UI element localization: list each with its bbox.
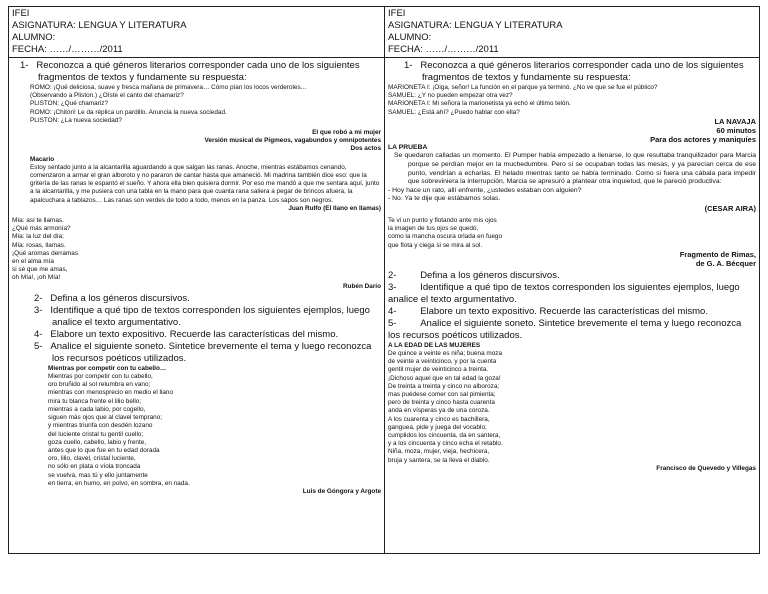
sonnet-line: mas puédese comer con sal pimienta; [388, 391, 496, 398]
becquer-poem [388, 217, 756, 250]
sonnet-line: mientras a cada labio, por cogello, [48, 405, 146, 413]
sonnet-line: gentil mujer de veinticinco a treinta. [388, 366, 489, 374]
question-1: 1- Reconozca a qué géneros literarios corresponder cada uno de los siguientes fragmentos de textos y fundamente su respuesta: [404, 60, 744, 83]
question-2: 2- Defina a los géneros discursivos. [388, 269, 560, 281]
quevedo-sonnet [388, 342, 756, 465]
sonnet-line: goza cuello, cabello, labio y frente, [48, 438, 147, 446]
dialog-line: SAMUEL: ¿Está ahí? ¿Puedo hablar con ella? [388, 108, 520, 116]
navaja-credit-cast: Para dos actores y maniquíes [650, 134, 756, 144]
becquer-credit-author: de G. A. Bécquer [695, 258, 756, 268]
date-line: FECHA: ……/………/2011 [12, 44, 123, 55]
subject-line: ASIGNATURA: LENGUA Y LITERATURA [12, 20, 187, 31]
right-column [384, 7, 759, 553]
poem-line: Te vi un punto y flotando ante mis ojos [388, 216, 497, 224]
prueba-title: LA PRUEBA [388, 143, 428, 151]
sonnet-credit: Luis de Góngora y Argote [302, 487, 381, 495]
question-4: 4- Elabore un texto expositivo. Recuerde las características del mismo. [34, 328, 339, 340]
student-line: ALUMNO: [388, 32, 432, 43]
sonnet-line: mira tu blanca frente el lilio bello; [48, 397, 142, 405]
question-3: 3- Identifique a qué tipo de textos corresponden los siguientes ejemplos, luego analice el texto argumentativo. [388, 281, 740, 305]
question-1: 1- Reconozca a qué géneros literarios corresponder cada uno de los siguientes fragmentos de textos y fundamente su respuesta: [20, 60, 360, 83]
sonnet-line: en tierra, en humo, en polvo, en sombra, en nada. [48, 479, 190, 487]
romo-credit-version: Versión musical de Pigmeos, vagabundos y omnipotentes [204, 137, 381, 145]
sonnet-title: A LA EDAD DE LAS MUJERES [388, 341, 481, 349]
poem-credit: Rubén Darío [343, 282, 381, 290]
sonnet-line: Niña, moza, mujer, vieja, hechicera, [388, 448, 490, 456]
sonnet-line: y a los cincuenta y cinco echa el retablo. [388, 440, 503, 448]
romo-dialog [12, 84, 381, 125]
date-line: FECHA: ……/………/2011 [388, 44, 499, 55]
sonnet-line: bruja y santera, se la lleva el diablo. [388, 456, 490, 464]
subject-line: ASIGNATURA: LENGUA Y LITERATURA [388, 20, 563, 31]
school-name: IFEI [12, 8, 30, 19]
sonnet-credit: Francisco de Quevedo y Villegas [656, 464, 756, 472]
macario-text: Estoy sentado junto a la alcantarilla aguardando a que salgan las ranas. Anoche, mientras estábamos cenando, comenzaron a armar el gran alboroto y no pararon de cantar hasta que amaneció. Mi madrina también dice eso: que la gritería de las ranas le espantó el sueño. Y ahora ella bien quisiera dormir. Por eso me mandó a que me sentara aquí, junto a la alcantarilla, y me pusiera con una tabla en la mano para que cuanta rana saliera a pegar de brincos afuera, la apalcuchara a tablazos… Las ranas son verdes de todo a todo, menos en la panza. Los sapos son negros. [30, 163, 380, 204]
sonnet-line: pero de treinta y cinco hasta cuarenta [388, 399, 495, 407]
dialog-line: ROMO: ¡Chitón! Le da réplica un pardillo. Anuncia la nueva sociedad. [30, 108, 227, 116]
romo-credit-acts: Dos actos [350, 145, 381, 153]
left-body [9, 58, 384, 496]
prueba-text: Se quedaron calladas un momento. El Pumper había empezado a llenarse, lo que resultaba tranquilizador para Marcia porque se perdían mejor en la muchedumbre. Pero si se ocupaban todas las mesas, y ya parecían cerca de ese punto, vendrían a echarlas. El helado mientras tanto se había terminado. Como si fuera una cábala para impedir que sobreviniera la interrupción, Marcia se apresuró a plantear otra inquietud, que le pareció productiva: [394, 152, 756, 186]
question-3: 3- Identifique a qué tipo de textos corresponden los siguientes ejemplos, luego analice el texto argumentativo. [34, 304, 370, 328]
question-5: 5- Analice el siguiente soneto. Sintetice brevemente el tema y luego reconozca los recursos poéticos utilizados. [388, 317, 742, 341]
right-header [385, 7, 759, 58]
right-body [385, 58, 759, 473]
macario-credit: Juan Rulfo (El llano en llamas) [288, 204, 381, 212]
dialog-line: (Observando a Pliston.) ¿Oíste el canto del chamariz? [30, 92, 184, 100]
prueba-fragment [388, 144, 756, 204]
sonnet-line: cumplidos los cincuenta, da en santera, [388, 432, 501, 440]
sonnet-line: mientras con menosprecio en medio el llano [48, 389, 174, 397]
school-name: IFEI [388, 8, 406, 19]
dialog-line: MARIONETA I: Mi señora la marionetista ya echó el último telón. [388, 100, 571, 108]
sonnet-line: y mientras triunfa con desdén lozano [48, 422, 153, 430]
romo-credit-title: El que robó a mi mujer [312, 129, 381, 137]
dialog-line: SAMUEL: ¿Y no pueden empezar otra vez? [388, 92, 513, 100]
question-5: 5- Analice el siguiente soneto. Sintetice brevemente el tema y luego reconozca los recursos poéticos utilizados. [34, 340, 372, 364]
sonnet-line: De treinta a treinta y cinco no alboroza; [388, 382, 500, 390]
sonnet-line: siguen más ojos que al clavel temprano; [48, 414, 163, 422]
poem-line: Mía: la luz del día; [12, 233, 64, 241]
question-4: 4- Elabore un texto expositivo. Recuerde las características del mismo. [388, 305, 708, 317]
sonnet-line: ganguea, pide y juega del vocablo; [388, 423, 487, 431]
student-line: ALUMNO: [12, 32, 56, 43]
sonnet-line: De quince a veinte es niña; buena moza [388, 349, 503, 357]
sonnet-line: no sólo en plata o víola troncada [48, 463, 141, 471]
dialog-line: PLISTON: ¿Qué chamariz? [30, 100, 109, 108]
exam-sheet [8, 6, 760, 554]
sonnet-line: se vuelva, mas tú y ello juntamente [48, 471, 148, 479]
sonnet-line: Mientras por competir con tu cabello, [48, 373, 153, 381]
right-questions [388, 270, 756, 342]
sonnet-line: ¡Dichoso aquel que en tal edad la goza! [388, 374, 501, 382]
dialog-line: ROMO: ¡Qué deliciosa, suave y fresca mañana de primavera… Cómo pían los locos verderoles… [30, 84, 308, 91]
question-2: 2- Defina a los géneros discursivos. [34, 292, 190, 304]
navaja-credit-title: LA NAVAJA [714, 116, 756, 126]
left-questions [12, 293, 381, 365]
poem-line: si sé que me amas, [12, 266, 68, 274]
becquer-credit-title: Fragmento de Rimas, [679, 249, 756, 259]
sonnet-line: de veinte a veinticinco, y por la cuenta [388, 358, 497, 366]
poem-line: oh Mía!, ¡oh Mía! [12, 274, 61, 282]
poem-line: ¿Qué más armonía? [12, 225, 71, 233]
macario-fragment [12, 156, 381, 205]
sonnet-line: anda en vísperas ya de una coroza. [388, 407, 490, 415]
gongora-sonnet [12, 365, 381, 488]
poem-line: que flota y ciega si se mira al sol. [388, 241, 483, 249]
poem-line: en el alma mía [12, 258, 54, 266]
sonnet-line: antes que lo que fue en tu edad dorada [48, 446, 160, 454]
prueba-credit: (CESAR AIRA) [704, 203, 756, 213]
dialog-line: MARIONETA I: ¡Oiga, señor! La función en el parque ya terminó. ¿No ve que se fue el público? [388, 84, 658, 91]
sonnet-line: oro, lilio, clavel, cristal luciente, [48, 455, 136, 463]
left-header [9, 7, 384, 58]
dario-poem [12, 217, 381, 283]
dialog-line: PLISTON: ¿La nueva sociedad? [30, 116, 122, 124]
sonnet-line: oro bruñido al sol relumbra en vano; [48, 381, 151, 389]
poem-line: como la mancha oscura orlada en fuego [388, 233, 503, 241]
left-column [9, 7, 384, 553]
sonnet-line: A los cuarenta y cinco es bachillera, [388, 415, 490, 423]
prueba-dialog-line: - No. Ya te dije que estábamos solas. [388, 195, 501, 203]
poem-line: ¡Qué aromas derramas [12, 249, 79, 257]
macario-title: Macario [30, 155, 55, 163]
navaja-credit-duration: 60 minutos [716, 125, 756, 135]
poem-line: Mía: rosas, llamas. [12, 241, 66, 249]
poem-line: Mía: así te llamas. [12, 217, 64, 225]
sonnet-title: Mientras por competir con tu cabello… [48, 364, 167, 372]
navaja-dialog [388, 84, 756, 117]
sonnet-line: del luciente cristal tu gentil cuello; [48, 430, 144, 438]
poem-line: la imagen de tus ojos se quedó, [388, 225, 479, 233]
prueba-dialog-line: - Hoy hace un rato, allí enfrente, ¿ustedes estaban con alguien? [388, 186, 582, 194]
